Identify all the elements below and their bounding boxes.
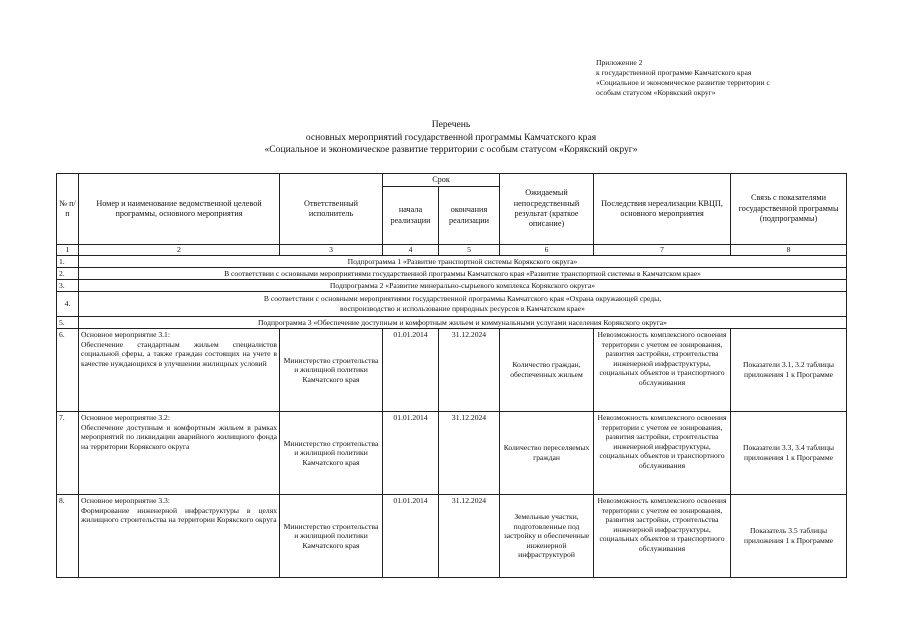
row-start: 01.01.2014: [383, 412, 439, 495]
section-row: [57, 280, 847, 292]
row-name-title: Основное мероприятие 3.3:: [81, 496, 170, 505]
row-start: 01.01.2014: [383, 495, 439, 578]
row-name-text: Обеспечение стандартным жильем специалистов социальной сферы, а также граждан состоящих на учете в качестве нуждающихся в улучшении жилищных условий: [81, 339, 277, 368]
appendix-note: [596, 58, 826, 98]
section-row: [57, 292, 847, 317]
section-text-line: В соответствии с основными мероприятиями государственной программы Камчатского края «Охрана окружающей среды,: [263, 294, 662, 304]
section-num: 1.: [57, 256, 79, 268]
row-link: Показатель 3.5 таблицы приложения 1 к Программе: [731, 495, 847, 578]
row-consequences: Невозможность комплексного освоения территории с учетом ее зонирования, развития застройки, строительства инженерной инфраструктуры, социальных объектов и транспортного обслуживания: [594, 495, 731, 578]
header-start: начала реализации: [383, 187, 439, 245]
section-text: В соответствии с основными мероприятиями государственной программы Камчатского края «Развитие транспортной системы в Камчатском крае»: [79, 268, 847, 280]
header-consequences: Последствия нереализации КВЦП, основного мероприятия: [594, 174, 731, 245]
header-name: Номер и наименование ведомственной целевой программы, основного мероприятия: [79, 174, 280, 245]
row-end: 31.12.2024: [439, 329, 500, 412]
column-number: 5: [439, 245, 500, 256]
header-executor: Ответственный исполнитель: [280, 174, 383, 245]
header-end: окончания реализации: [439, 187, 500, 245]
row-num: 6.: [57, 329, 79, 412]
row-consequences: Невозможность комплексного освоения территории с учетом ее зонирования, развития застройки, строительства инженерной инфраструктуры, социальных объектов и транспортного обслуживания: [594, 329, 731, 412]
row-result: Земельные участки, подготовленные под застройку и обеспеченные инженерной инфраструктурой: [500, 495, 594, 578]
section-row: [57, 317, 847, 329]
title-line: основных мероприятий государственной программы Камчатского края: [305, 131, 597, 143]
section-num: 4.: [57, 292, 79, 317]
header-result: Ожидаемый непосредственный результат (краткое описание): [500, 174, 594, 245]
measures-table: [56, 173, 847, 578]
row-name-title: Основное мероприятие 3.2:: [81, 413, 170, 422]
row-executor: Министерство строительства и жилищной политики Камчатского края: [280, 329, 383, 412]
section-num: 5.: [57, 317, 79, 329]
row-num: 7.: [57, 412, 79, 495]
row-link: Показатели 3.3, 3.4 таблицы приложения 1 к Программе: [731, 412, 847, 495]
title-line: «Социальное и экономическое развитие территории с особым статусом «Корякский округ»: [264, 144, 638, 155]
table-row: [57, 495, 847, 578]
row-result: Количество граждан, обеспеченных жильем: [500, 329, 594, 412]
section-num: 2.: [57, 268, 79, 280]
row-name-text: Формирование инженерной инфраструктуры в целях жилищного строительства на территории Корякского округа: [81, 505, 277, 525]
column-number: 8: [731, 245, 847, 256]
section-text: Подпрограмма 3 «Обеспечение доступным и комфортным жильем и коммунальными услугами населения Корякского округа»: [79, 317, 847, 329]
row-name-text: Обеспечение доступным и комфортным жильем в рамках мероприятий по ликвидации аварийного жилищного фонда на территории Корякского округа: [81, 422, 277, 451]
column-number: 3: [280, 245, 383, 256]
row-name: [79, 495, 280, 578]
column-number: 4: [383, 245, 439, 256]
column-number: 7: [594, 245, 731, 256]
section-num: 3.: [57, 280, 79, 292]
column-number: 1: [57, 245, 79, 256]
row-end: 31.12.2024: [439, 412, 500, 495]
row-end: 31.12.2024: [439, 495, 500, 578]
section-row: [57, 256, 847, 268]
section-text: Подпрограмма 1 «Развитие транспортной системы Корякского округа»: [79, 256, 847, 268]
appendix-line: к государственной программе Камчатского края: [596, 68, 752, 77]
column-number: 6: [500, 245, 594, 256]
row-start: 01.01.2014: [383, 329, 439, 412]
document-title: [56, 119, 846, 157]
header-link: Связь с показателями государственной программы (подпрограммы): [731, 174, 847, 245]
appendix-line: Приложение 2: [596, 58, 643, 67]
title-line: Перечень: [431, 119, 471, 130]
header-num: № п/п: [57, 174, 79, 245]
row-num: 8.: [57, 495, 79, 578]
header-row: [57, 174, 847, 187]
appendix-line: «Социальное и экономическое развитие территории с: [596, 78, 770, 87]
table-row: [57, 412, 847, 495]
table-row: [57, 329, 847, 412]
row-executor: Министерство строительства и жилищной политики Камчатского края: [280, 412, 383, 495]
row-name: [79, 412, 280, 495]
row-executor: Министерство строительства и жилищной политики Камчатского края: [280, 495, 383, 578]
section-row: [57, 268, 847, 280]
row-consequences: Невозможность комплексного освоения территории с учетом ее зонирования, развития застройки, строительства инженерной инфраструктуры, социальных объектов и транспортного обслуживания: [594, 412, 731, 495]
column-numbers-row: [57, 245, 847, 256]
row-result: Количество переселяемых граждан: [500, 412, 594, 495]
section-text: [79, 292, 847, 317]
header-term: Срок: [383, 174, 500, 187]
appendix-line: особым статусом «Корякский округ»: [596, 88, 716, 97]
section-text: Подпрограмма 2 «Развитие минерально-сырьевого комплекса Корякского округа»: [79, 280, 847, 292]
row-link: Показатели 3.1, 3.2 таблицы приложения 1 к Программе: [731, 329, 847, 412]
column-number: 2: [79, 245, 280, 256]
row-name: [79, 329, 280, 412]
section-text-line: воспроизводство и использование природных ресурсов в Камчатском крае»: [340, 304, 585, 313]
row-name-title: Основное мероприятие 3.1:: [81, 330, 170, 339]
